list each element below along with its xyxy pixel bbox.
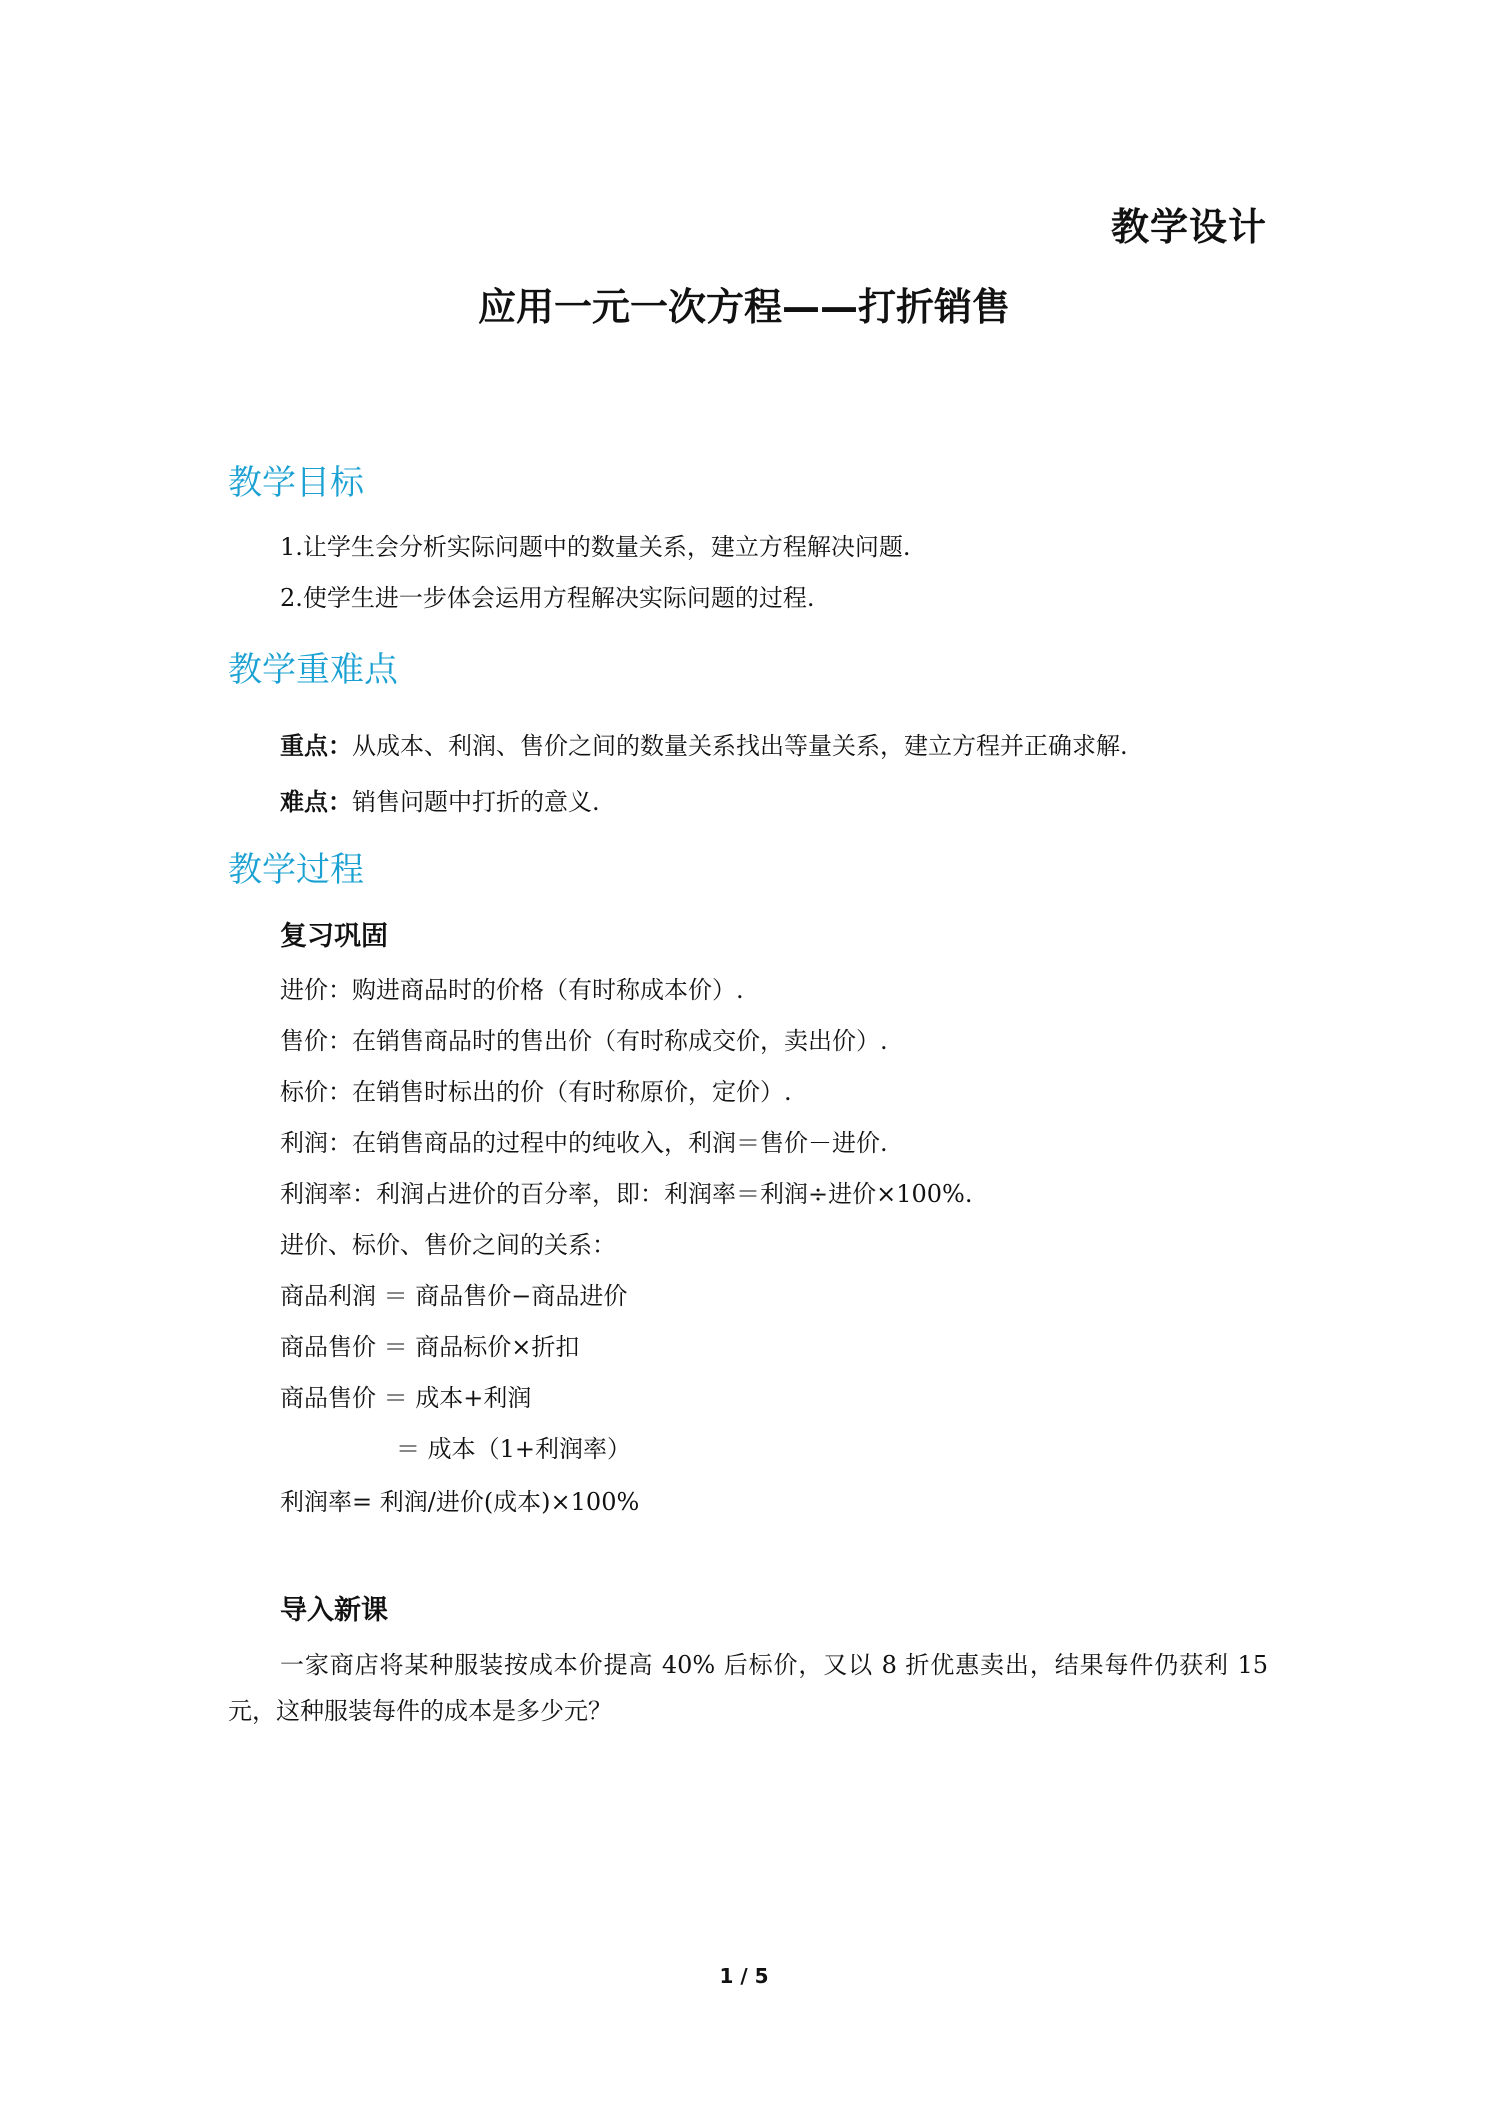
review-line: 进价、标价、售价之间的关系： xyxy=(280,1231,616,1259)
goal-item: 2.使学生进一步体会运用方程解决实际问题的过程. xyxy=(280,584,815,612)
section-heading-key-points: 教学重难点 xyxy=(228,650,398,690)
difficulty-label: 难点： xyxy=(280,788,352,816)
page-number: 1 / 5 xyxy=(719,1964,769,1988)
difficulty-line xyxy=(280,782,600,817)
page-title: 应用一元一次方程——打折销售 xyxy=(477,285,1010,329)
review-line: 售价：在销售商品时的售出价（有时称成交价，卖出价）. xyxy=(280,1027,888,1055)
formula-line: 商品售价 ＝ 商品标价×折扣 xyxy=(280,1333,580,1361)
subheading-review: 复习巩固 xyxy=(280,921,388,952)
document-type-label: 教学设计 xyxy=(1110,205,1267,249)
goal-item: 1.让学生会分析实际问题中的数量关系，建立方程解决问题. xyxy=(280,533,911,561)
section-heading-process: 教学过程 xyxy=(228,850,364,890)
review-line: 进价：购进商品时的价格（有时称成本价）. xyxy=(280,976,744,1004)
section-heading-goals: 教学目标 xyxy=(228,463,364,503)
formula-line: 利润率= 利润/进价(成本)×100% xyxy=(280,1488,640,1516)
focus-line xyxy=(280,726,1128,761)
focus-label: 重点： xyxy=(280,732,352,760)
subheading-intro: 导入新课 xyxy=(280,1595,388,1626)
intro-problem-text: 一家商店将某种服装按成本价提高 40% 后标价，又以 8 折优惠卖出，结果每件仍获利 15 元，这种服装每件的成本是多少元？ xyxy=(228,1651,1268,1725)
review-line: 利润：在销售商品的过程中的纯收入，利润＝售价－进价. xyxy=(280,1129,888,1157)
formula-line: ＝ 成本（1+利润率） xyxy=(396,1435,632,1463)
difficulty-text: 销售问题中打折的意义. xyxy=(352,788,600,816)
review-line: 利润率：利润占进价的百分率，即：利润率＝利润÷进价×100%. xyxy=(280,1180,973,1208)
formula-line: 商品售价 ＝ 成本+利润 xyxy=(280,1384,532,1412)
formula-line: 商品利润 ＝ 商品售价−商品进价 xyxy=(280,1282,628,1310)
focus-text: 从成本、利润、售价之间的数量关系找出等量关系，建立方程并正确求解. xyxy=(352,732,1128,760)
review-line: 标价：在销售时标出的价（有时称原价，定价）. xyxy=(280,1078,792,1106)
